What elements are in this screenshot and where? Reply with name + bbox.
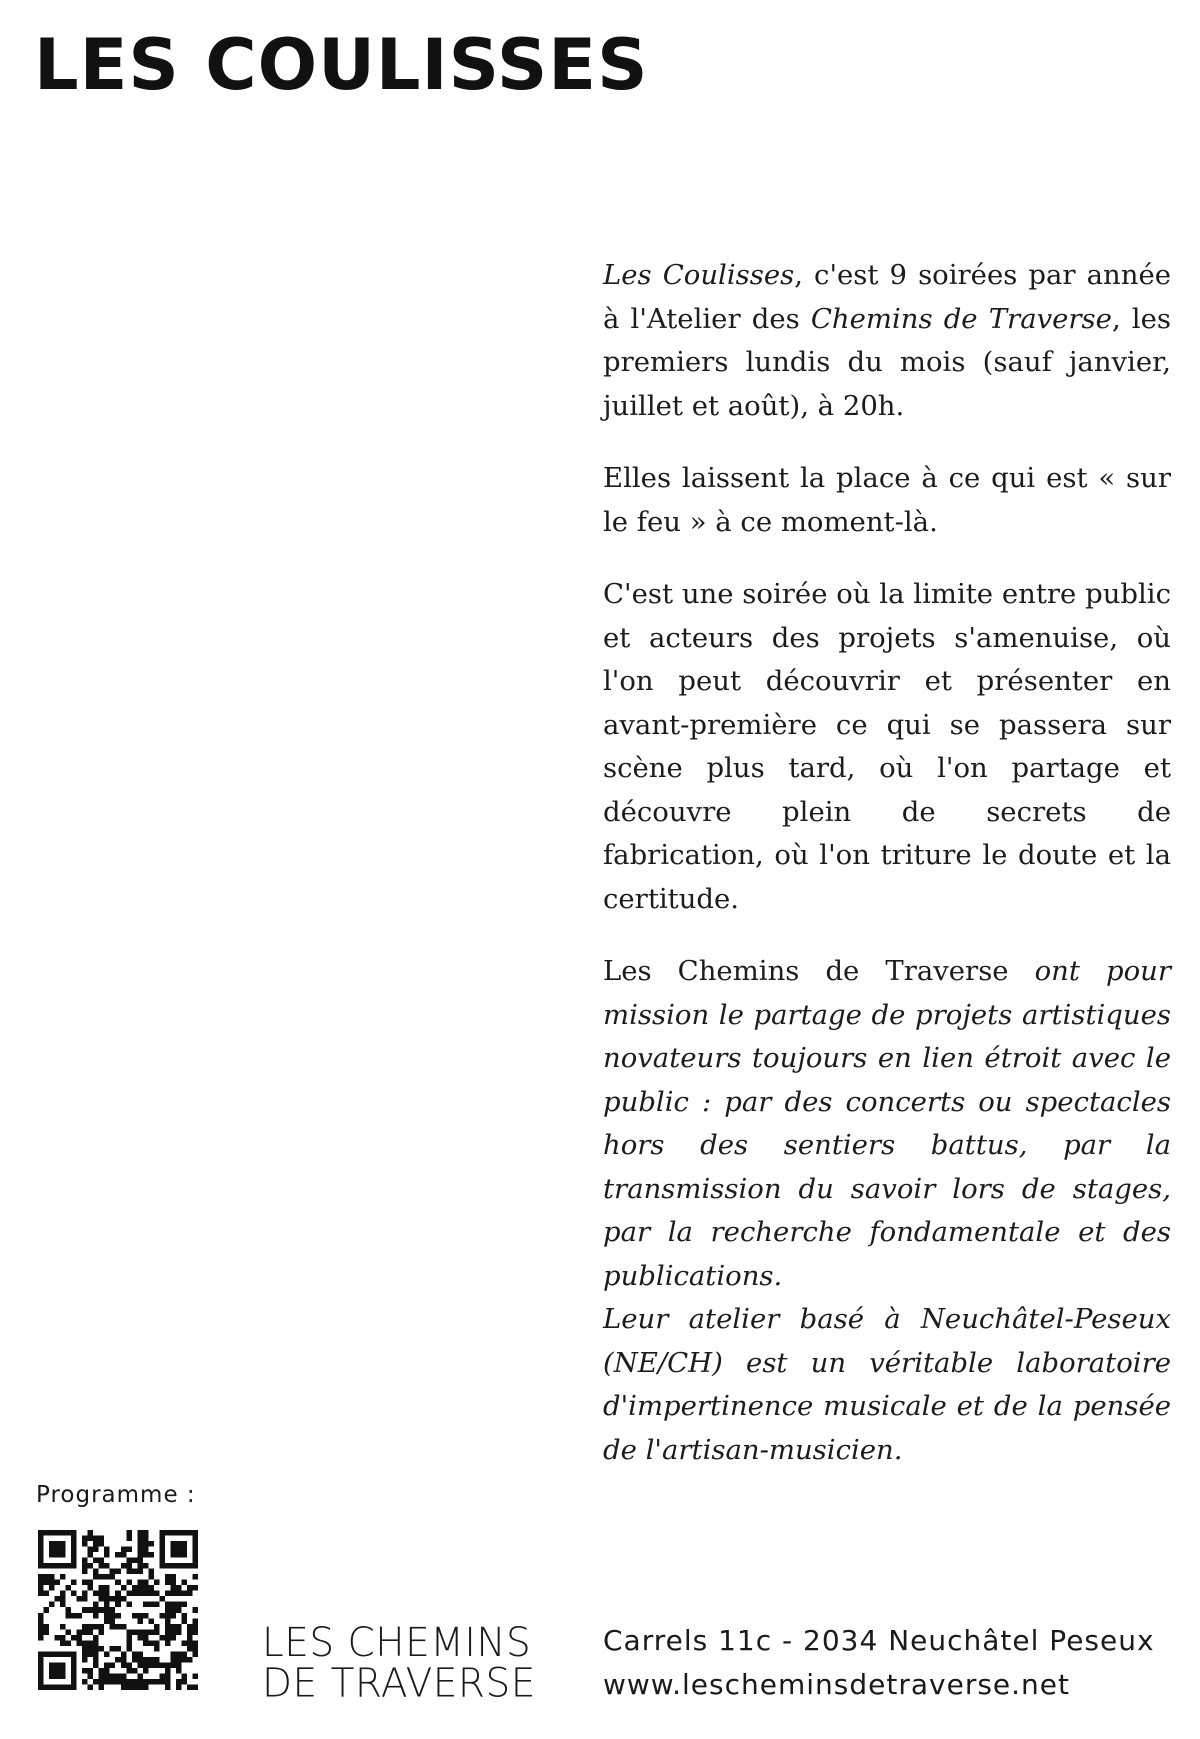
intro-text-2: , les premiers lundis du mois (sauf janvier, juillet et août), à 20h. [603,302,1171,422]
address-text: Carrels 11c - 2034 Neuchâtel Peseux [603,1624,1155,1657]
mission-em: ont pour mission le partage de projets artistiques novateurs toujours en lien étroit avec le public : par des concerts ou spectacles hors des sentiers battus, par la transmission du savoir lors de stages, par la recherche fondamentale et des publications. [603,955,1171,1292]
intro-em-title: Les Coulisses [603,259,795,291]
intro-text-1: , c'est 9 soirées par année à l'Atelier des [603,259,1171,335]
chemins-de-traverse-logo [262,1620,536,1707]
body-text [603,254,1171,1472]
paragraph-atelier [603,1298,1171,1472]
mission-text: Les Chemins de Traverse [603,955,1035,987]
paragraph-intro [603,254,1171,428]
atelier-em: Leur atelier basé à Neuchâtel-Peseux (NE/CH) est un véritable laboratoire d'impertinence musicale et de la pensée de l'artisan-musicien. [603,1303,1171,1466]
logo-line-2: DE TRAVERSE [262,1660,536,1707]
contact-block [603,1619,1155,1707]
programme-label: Programme : [36,1482,196,1508]
website-link[interactable]: www.lescheminsdetraverse.net [603,1668,1071,1701]
paragraph-mission [603,950,1171,1298]
intro-em-org: Chemins de Traverse [810,302,1112,335]
qr-code-icon[interactable] [38,1530,198,1690]
logo-line-1: LES CHEMINS [262,1620,532,1667]
paragraph-fire: Elles laissent la place à ce qui est « sur le feu » à ce moment-là. [603,462,1171,538]
paragraph-evening: C'est une soirée où la limite entre public et acteurs des projets s'amenuise, où l'on peut découvrir et présenter en avant-première ce qui se passera sur scène plus tard, où l'on partage et découvre plein de secrets de fabrication, où l'on triture le doute et la certitude. [603,578,1171,915]
page-title: LES COULISSES [34,24,649,106]
